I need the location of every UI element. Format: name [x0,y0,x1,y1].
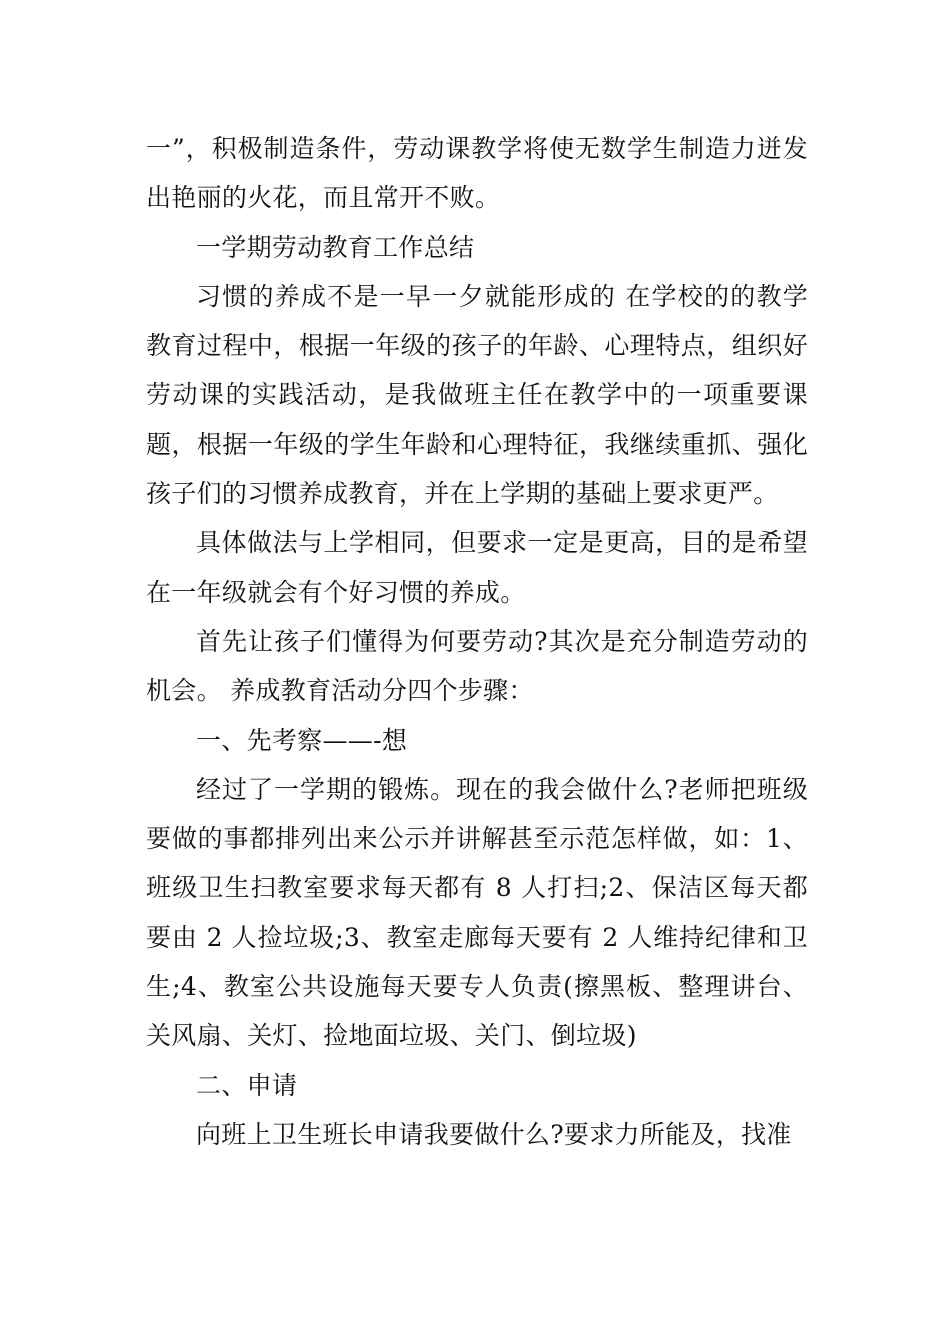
step-heading: 一、先考察——-想 [196,725,408,755]
paragraph: 经过了一学期的锻炼。现在的我会做什么?老师把班级要做的事都排列出来公示并讲解甚至示范怎样做，如：1、班级卫生扫教室要求每天都有 8 人打扫;2、保洁区每天都要由 2 人捡垃圾;3、教室走廊每天要有 2 人维持纪律和卫生;4、教室公共设施每天要专人负责(擦黑板、整理讲台、关风扇、关灯、捡地面垃圾、关门、倒垃圾) [146,774,808,1051]
document-body [146,124,808,1159]
section-heading: 一学期劳动教育工作总结 [196,232,475,262]
paragraph-continuation: 一”，积极制造条件，劳动课教学将使无数学生制造力迸发出艳丽的火花，而且常开不败。 [146,134,808,213]
paragraph: 向班上卫生班长申请我要做什么?要求力所能及，找准 [196,1119,792,1149]
paragraph: 习惯的养成不是一早一夕就能形成的 在学校的的教学教育过程中，根据一年级的孩子的年龄、心理特点，组织好劳动课的实践活动，是我做班主任在教学中的一项重要课题，根据一年级的学生年龄和心理特征，我继续重抓、强化孩子们的习惯养成教育，并在上学期的基础上要求更严。 [146,281,808,509]
paragraph: 具体做法与上学相同，但要求一定是更高，目的是希望在一年级就会有个好习惯的养成。 [146,528,808,607]
step-heading: 二、申请 [196,1070,298,1100]
paragraph: 首先让孩子们懂得为何要劳动?其次是充分制造劳动的机会。 养成教育活动分四个步骤： [146,626,808,706]
